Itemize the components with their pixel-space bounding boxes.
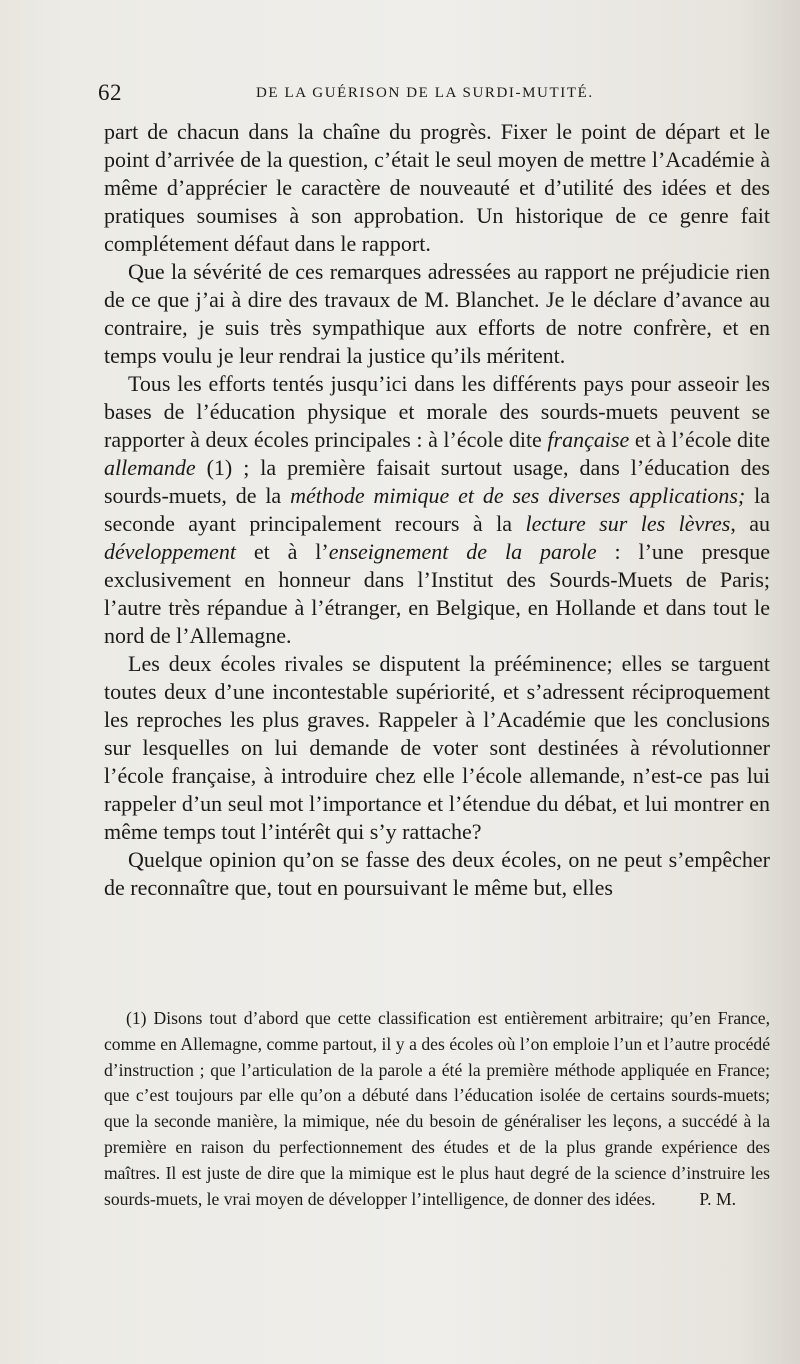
footnote-signature: P. M. — [699, 1188, 736, 1209]
page-header — [98, 80, 740, 110]
page-number: 62 — [98, 80, 122, 105]
footnote — [104, 1006, 770, 1212]
text-run: part de chacun dans la chaîne du progrès. Fixer le point de départ et le point d’arrivée de la question, c’était le seul moyen de mettre l’Académie à même d’apprécier le caractère de nouveauté et d’utilité des idées et des pratiques soumises à son approbation. Un historique de ce genre fait complétement défaut dans le rapport. — [104, 119, 770, 256]
text-run: Tous les efforts tentés jusqu’ici dans les différents pays pour asseoir les bases de l’éducation physique et morale des sourds-muets peuvent se rapporter à deux écoles principales : à l’école dite — [104, 371, 770, 452]
italic-text: méthode mimique et de ses diverses applications; — [290, 483, 746, 508]
paragraph — [104, 370, 770, 650]
footnote-block — [104, 1006, 770, 1212]
paragraph — [104, 846, 770, 902]
paragraph — [104, 258, 770, 370]
text-run: Que la sévérité de ces remarques adressées au rapport ne préjudicie rien de ce que j’ai à dire des travaux de M. Blanchet. Je le déclare d’avance au contraire, je suis très sympathique aux efforts de notre confrère, et en temps voulu je leur rendrai la justice qu’ils méritent. — [104, 259, 770, 368]
italic-text: lecture sur les lèvres — [525, 511, 731, 536]
main-text — [104, 118, 770, 902]
text-run: et à l’ — [235, 539, 329, 564]
italic-text: allemande — [104, 455, 196, 480]
text-run: : l’une presque exclusivement en honneur dans l’Institut des Sourds-Muets de Paris; l’autre très répandue à l’étranger, en Belgique, en Hollande et dans tout le nord de l’Allemagne. — [104, 539, 770, 648]
text-run: la seconde ayant principalement recours à la — [104, 483, 771, 536]
italic-text: française — [547, 427, 630, 452]
text-run: (1) ; la première faisait surtout usage, dans l’éducation des sourds-muets, de la — [104, 455, 770, 508]
text-run: Les deux écoles rivales se disputent la prééminence; elles se targuent toutes deux d’une incontestable supériorité, et s’adressent réciproquement les reproches les plus graves. Rappeler à l’Académie que les conclusions sur lesquelles on lui demande de voter sont destinées à révolutionner l’école française, à introduire chez elle l’école allemande, n’est-ce pas lui rappeler d’un seul mot l’importance et l’étendue du débat, et lui montrer en même temps tout l’intérêt qui s’y rattache? — [104, 651, 770, 844]
running-title: DE LA GUÉRISON DE LA SURDI-MUTITÉ. — [256, 85, 594, 101]
text-run: , au — [730, 511, 771, 536]
paragraph — [104, 118, 770, 258]
text-run: et à l’école dite — [629, 427, 770, 452]
footnote-text: (1) Disons tout d’abord que cette classification est entièrement arbitraire; qu’en France, comme en Allemagne, comme partout, il y a des écoles où l’on emploie l’un et l’autre procédé d’instruction ; que l’articulation de la parole a été la première méthode appliquée en France; que c’est toujours par elle qu’on a débuté dans l’éducation isolée de certains sourds-muets; que la seconde manière, la mimique, née du besoin de généraliser les leçons, a succédé à la première en raison du perfectionnement des études et de la plus grande expérience des maîtres. Il est juste de dire que la mimique est le plus haut degré de la science d’instruire les sourds-muets, le vrai moyen de développer l’intelligence, de donner des idées. — [104, 1008, 770, 1209]
paragraph — [104, 650, 770, 846]
italic-text: enseignement de la parole — [328, 539, 597, 564]
italic-text: développement — [104, 539, 236, 564]
text-run: Quelque opinion qu’on se fasse des deux écoles, on ne peut s’empêcher de reconnaître que, tout en poursuivant le même but, elles — [104, 847, 770, 900]
